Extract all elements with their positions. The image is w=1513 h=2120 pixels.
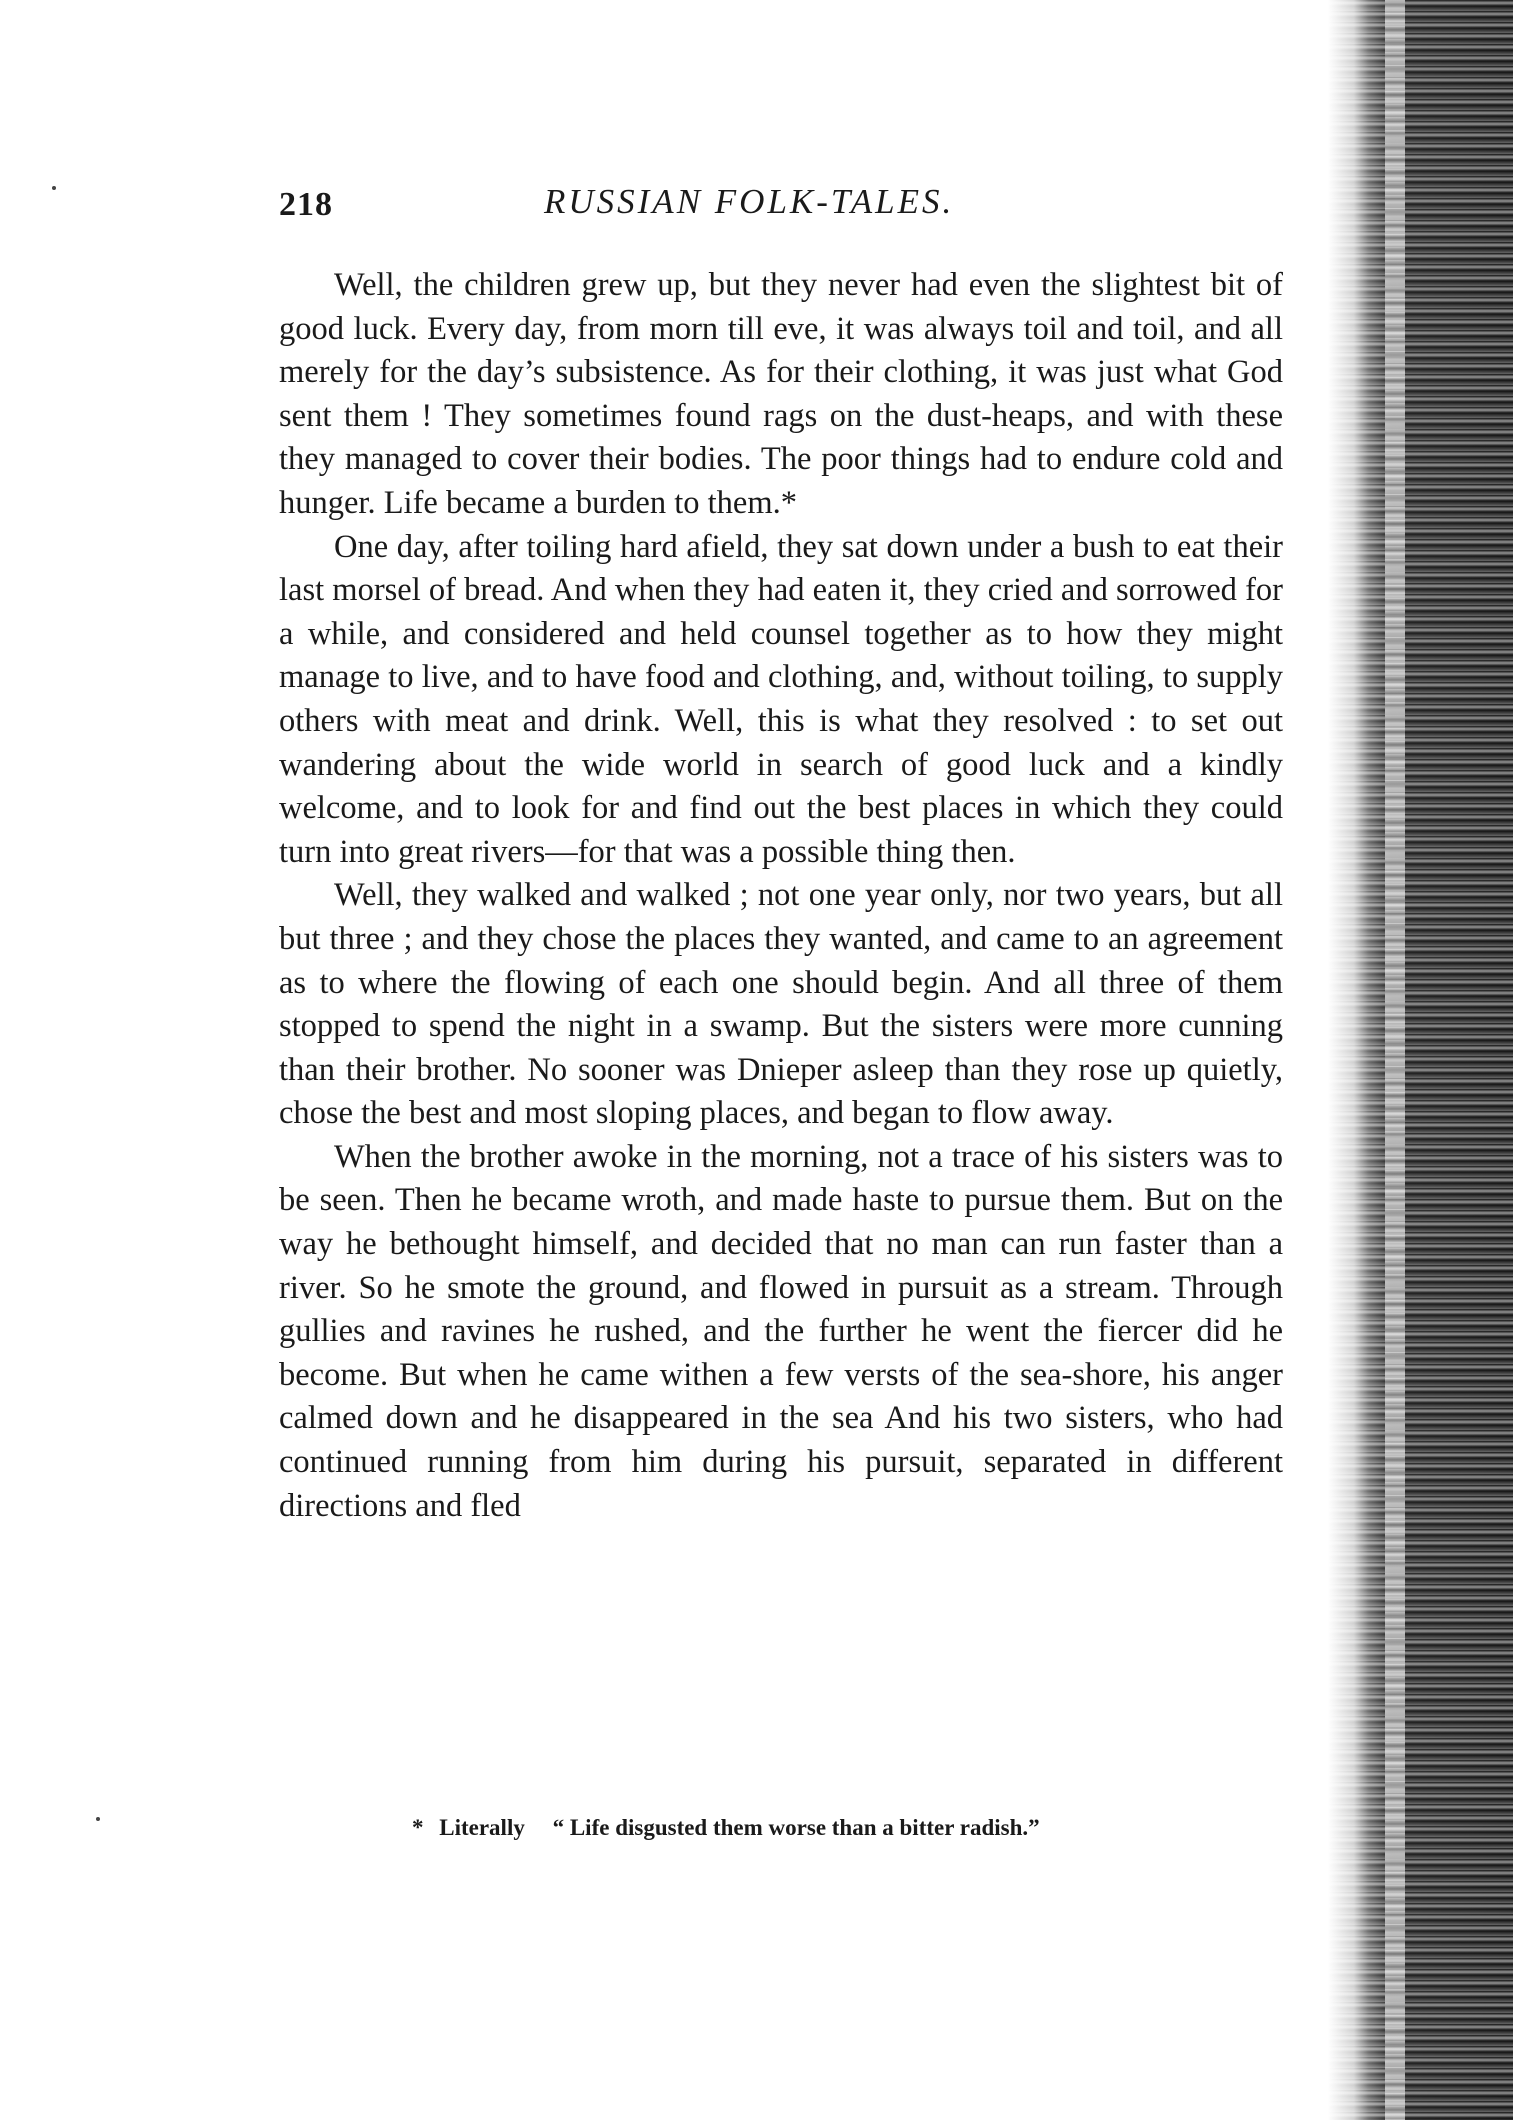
page-number: 218	[279, 186, 333, 223]
paragraph: When the brother awoke in the morning, not a trace of his sisters was to be seen. Then he became wroth, and made haste to pursue them. But on the way he bethought himself, and decided that no man can run faster than a river. So he smote the ground, and flowed in pursuit as a stream. Through gullies and ravines he rushed, and the further he went the fiercer did he become. But when he came withen a few versts of the sea-shore, his anger calmed down and he disappeared in the sea And his two sisters, who had continued running from him during his pursuit, separated in different directions and fled	[279, 1138, 1283, 1524]
body-text	[279, 264, 1283, 1528]
binding-shadow	[1328, 0, 1513, 2120]
scan-speck	[96, 1817, 100, 1821]
paragraph: Well, they walked and walked ; not one year only, nor two years, but all but three ; and they chose the places they wanted, and came to an agreement as to where the flowing of each one should begin. And all three of them stopped to spend the night in a swamp. But the sisters were more cunning than their brother. No sooner was Dnieper asleep than they rose up quietly, chose the best and most sloping places, and began to flow away.	[279, 877, 1283, 1132]
footnote	[412, 1815, 1040, 1841]
footnote-marker: *	[412, 1815, 424, 1840]
running-head	[279, 182, 1279, 242]
footnote-text: “ Life disgusted them worse than a bitter radish.”	[552, 1815, 1040, 1840]
paragraph: One day, after toiling hard afield, they sat down under a bush to eat their last morsel of bread. And when they had eaten it, they cried and sorrowed for a while, and considered and held counsel together as to how they might manage to live, and to have food and clothing, and, without toiling, to supply others with meat and drink. Well, this is what they resolved : to set out wandering about the wide world in search of good luck and a kindly welcome, and to look for and find out the best places in which they could turn into great rivers—for that was a possible thing then.	[279, 528, 1283, 870]
paragraph: Well, the children grew up, but they never had even the slightest bit of good luck. Every day, from morn till eve, it was always toil and toil, and all merely for the day’s subsistence. As for their clothing, it was just what God sent them ! They sometimes found rags on the dust-heaps, and with these they managed to cover their bodies. The poor things had to endure cold and hunger. Life became a burden to them.*	[279, 267, 1283, 521]
page-edge	[1385, 0, 1405, 2120]
book-title: RUSSIAN FOLK-TALES.	[544, 182, 955, 221]
footnote-literally: Literally	[439, 1815, 525, 1840]
scan-speck	[52, 186, 56, 190]
